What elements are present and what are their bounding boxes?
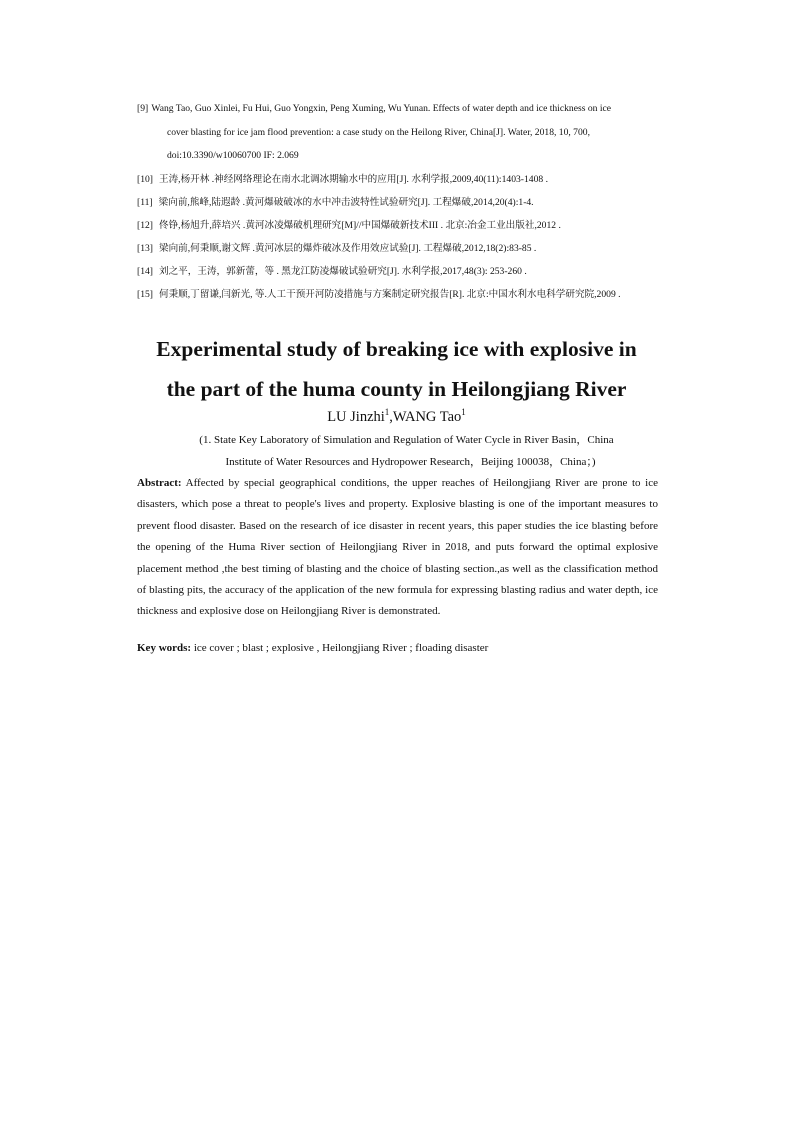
reference-text: 何秉顺,丁留谦,闫新光, 等.人工干预开河防凌措施与方案制定研究报告[R]. 北京:中国水利水电科学研究院,2009 .: [158, 288, 621, 300]
keywords: [137, 638, 658, 658]
abstract-text: Affected by special geographical conditions, the upper reaches of Heilongjiang River are prone to ice disasters, which pose a threat to people's lives and property. Explosive blasting is one of the important measures to prevent flood disaster. Based on the research of ice disaster in recent years, this paper studies the ice blasting before the opening of the Huma River section of Heilongjiang River in 2018, and puts forward the optimal explosive placement method ,the best timing of blasting and the choice of blasting section.,as well as the classification method of blasting pits, the accuracy of the application of the new formula for expressing blasting radius and water depth, ice thickness and explosive dose on Heilongjiang River is demonstrated.: [137, 477, 658, 618]
reference-number: [11]: [137, 196, 153, 208]
reference-number: [10]: [137, 173, 153, 185]
author-separator: ,: [389, 409, 393, 425]
reference-10: [137, 168, 657, 191]
abstract-label: Abstract:: [137, 477, 182, 489]
reference-number: [9]: [137, 103, 149, 114]
affiliation-line-2: Institute of Water Resources and Hydropower Research，Beijing 100038，China；): [225, 456, 596, 468]
keywords-label: Key words:: [137, 642, 192, 654]
reference-text: Wang Tao, Guo Xinlei, Fu Hui, Guo Yongxin, Peng Xuming, Wu Yunan. Effects of water depth and ice thickness on ice: [151, 103, 612, 114]
reference-text: 王涛,杨开林 .神经网络理论在南水北调冰期输水中的应用[J]. 水利学报,2009,40(11):1403-1408 .: [158, 173, 548, 185]
paper-title-line-1: Experimental study of breaking ice with explosive in: [156, 337, 637, 361]
reference-text: 刘之平，王涛，郭新蕾，等 . 黑龙江防凌爆破试验研究[J]. 水利学报,2017,48(3): 253-260 .: [158, 265, 527, 277]
reference-14: [137, 260, 657, 283]
reference-list: [137, 97, 657, 306]
author-list: [0, 407, 793, 427]
author-name: WANG Tao: [392, 409, 462, 425]
reference-11: [137, 191, 657, 214]
reference-number: [15]: [137, 288, 153, 300]
author-name: LU Jinzhi: [327, 409, 385, 425]
abstract: [137, 473, 658, 623]
affiliation-marker: 1: [384, 407, 390, 418]
affiliation-marker: 1: [461, 407, 466, 418]
reference-number: [14]: [137, 265, 153, 277]
keywords-text: ice cover ; blast ; explosive , Heilongjiang River ; floading disaster: [193, 642, 489, 654]
reference-13: [137, 237, 657, 260]
reference-9: [137, 97, 657, 121]
reference-9-doi: doi:10.3390/w10060700 IF: 2.069: [167, 150, 299, 161]
reference-text: 梁向前,何秉顺,谢文辉 .黄河冰层的爆炸破冰及作用效应试验[J]. 工程爆破,2012,18(2):83-85 .: [158, 242, 537, 254]
reference-15: [137, 283, 657, 306]
reference-text: 佟铮,杨旭升,薛培兴 .黄河冰凌爆破机理研究[M]//中国爆破新技术III . 北京:冶金工业出版社,2012 .: [158, 219, 561, 231]
reference-12: [137, 214, 657, 237]
reference-text: 梁向前,熊峰,陆遐龄 .黄河爆破破冰的水中冲击波特性试验研究[J]. 工程爆破,2014,20(4):1-4.: [158, 196, 534, 208]
affiliation-line-1: (1. State Key Laboratory of Simulation and Regulation of Water Cycle in River Basin，China: [199, 434, 614, 446]
reference-number: [12]: [137, 219, 153, 231]
reference-number: [13]: [137, 242, 153, 254]
paper-title-line-2: the part of the huma county in Heilongjiang River: [166, 377, 627, 401]
reference-9-continuation: cover blasting for ice jam flood prevention: a case study on the Heilong River, China[J]. Water, 2018, 10, 700,: [167, 126, 590, 138]
